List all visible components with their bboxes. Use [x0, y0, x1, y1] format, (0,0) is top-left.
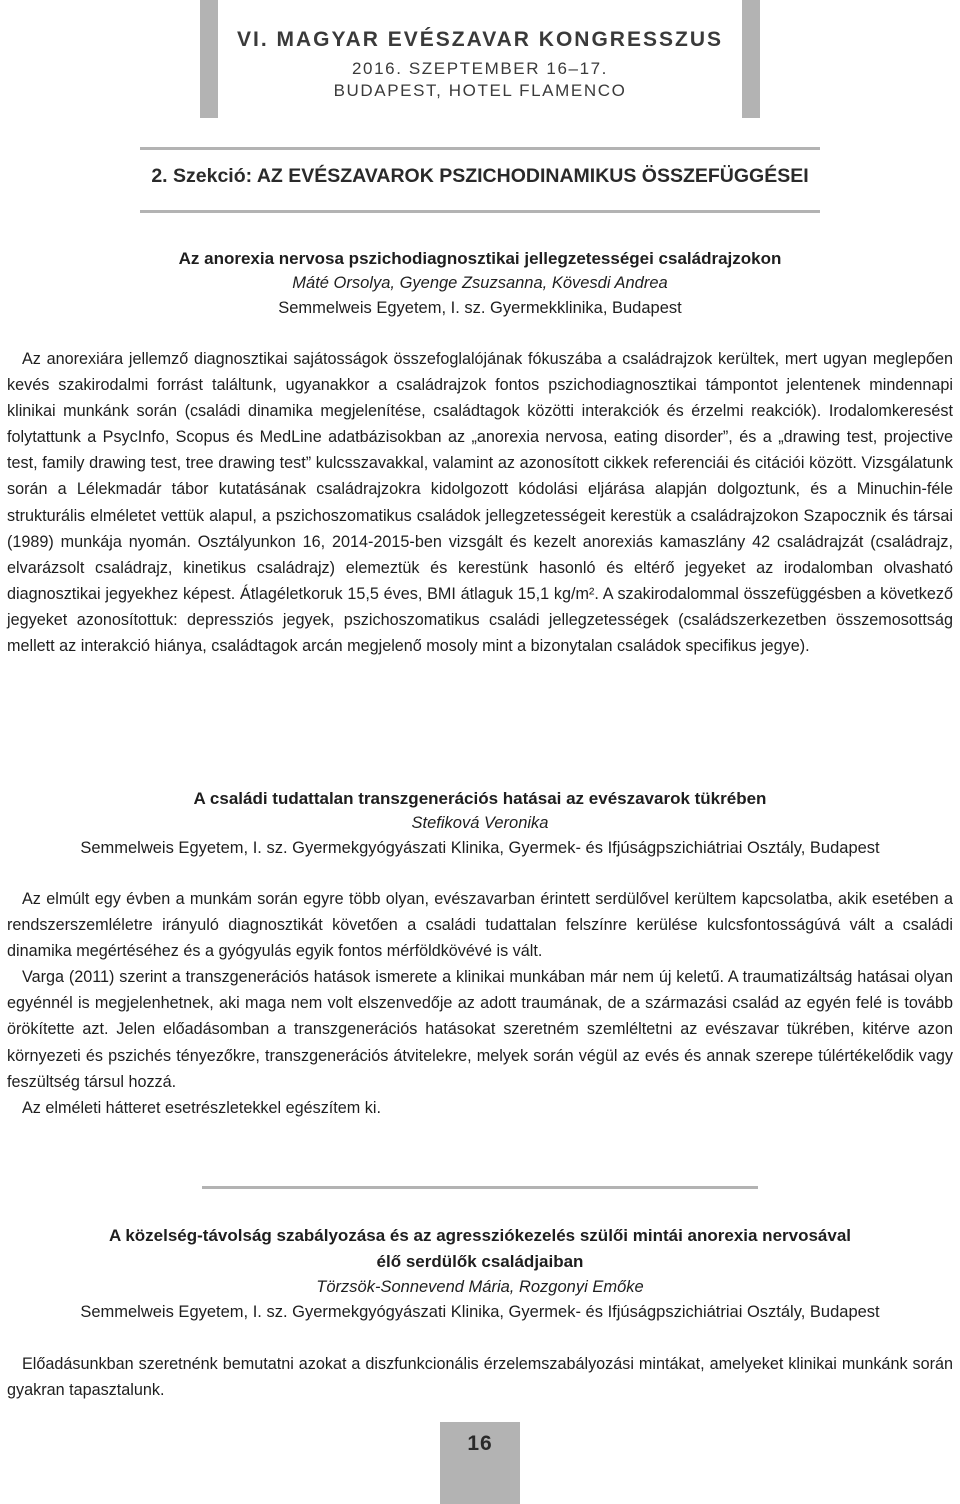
abstract-1-paragraph: Az anorexiára jellemző diagnosztikai sajátosságok összefoglalójának fókuszába a családrajzok kerültek, mert ugyan meglepően kevés szakirodalmi forrást találtunk, ugyanakkor a családrajzok fontos pszichodiagnosztikai támpontot jelentenek mindennapi klinikai munkánk során (családi dinamika megjelenítése, családtagok közötti interakciók és érzelmi reakciók). Irodalomkeresést folytattunk a PsycInfo, Scopus és MedLine adatbázisokban az „anorexia nervosa, eating disorder”, és a „drawing test, projective test, family drawing test, tree drawing test” kulcsszavakkal, valamint az azonosított cikkek referenciái és citációi között. Vizsgálatunk során a Lélekmadár tábor kutatásának családrajzokra kidolgozott kódolási eljárása alapján dolgoztunk, és a Minuchin-féle strukturális elméletet vettük alapul, a pszichoszomatikus családok jellegzetességeit kerestük a családrajzokon Szapocznik és társai (1989) munkája nyomán. Osztályunkon 16, 2014-2015-ben vizsgált és kezelt anorexiás kamaszlány 42 családrajzát (családrajz, elvarázsolt családrajz, kinetikus családrajz) elemeztük és kerestünk hasonló és eltérő jegyeket az irodalomban olvasható diagnosztikai jegyekhez képest. Átlagéletkoruk 15,5 éves, BMI átlaguk 15,1 kg/m². A szakirodalommal összefüggésben a következő jegyeket azonosítottuk: depressziós jegyek, pszichoszomatikus családi jellegzetességek (családszerkezetben összemosottság mellett az interakció hiánya, családtagok arcán megjelenő mosoly mint a bizonytalan családok specifikus jegye). [7, 350, 953, 656]
abstract-2-affiliation: Semmelweis Egyetem, I. sz. Gyermekgyógyászati Klinika, Gyermek- és Ifjúságpszichiátriai Osztály, Budapest [80, 839, 880, 857]
abstract-3-title-line-2: élő serdülők családjaiban [376, 1252, 584, 1271]
abstract-2-authors: Stefiková Veronika [411, 814, 549, 832]
abstract-3-title-line-1: A közelség-távolság szabályozása és az agressziókezelés szülői mintái anorexia nervosával [108, 1226, 852, 1245]
abstract-2-title: A családi tudattalan transzgenerációs hatásai az evészavarok tükrében [193, 789, 767, 808]
section-title: 2. Szekció: AZ EVÉSZAVAROK PSZICHODINAMIKUS ÖSSZEFÜGGÉSEI [151, 165, 809, 187]
abstract-3-authors: Törzsök-Sonnevend Mária, Rozgonyi Emőke [316, 1278, 644, 1296]
abstract-2-paragraph-3: Az elméleti hátteret esetrészletekkel egészítem ki. [22, 1098, 381, 1117]
abstract-1-title: Az anorexia nervosa pszichodiagnosztikai jellegzetességei családrajzokon [178, 249, 782, 268]
section-rule-top [140, 147, 820, 150]
abstract-separator [202, 1186, 758, 1189]
conference-venue: BUDAPEST, HOTEL FLAMENCO [333, 81, 627, 100]
abstract-1-body [7, 346, 953, 659]
abstract-3-affiliation: Semmelweis Egyetem, I. sz. Gyermekgyógyászati Klinika, Gyermek- és Ifjúságpszichiátriai Osztály, Budapest [80, 1303, 880, 1321]
abstract-3-paragraph: Előadásunkban szeretnénk bemutatni azokat a diszfunkcionális érzelemszabályozási mintákat, amelyeket klinikai munkánk során gyakran tapasztalunk. [7, 1355, 953, 1400]
abstract-2-body [7, 886, 953, 1121]
section-rule-bottom [140, 210, 820, 213]
header-bar-left [200, 0, 218, 118]
abstract-1-authors: Máté Orsolya, Gyenge Zsuzsanna, Kövesdi Andrea [292, 274, 668, 292]
abstract-3-body [7, 1351, 953, 1403]
page-number: 16 [467, 1432, 493, 1455]
header-bar-right [742, 0, 760, 118]
abstract-2-paragraph-1: Az elmúlt egy évben a munkám során egyre több olyan, evészavarban érintett serdülővel kerültem kapcsolatba, akik esetében a rendszerszemléletre irányuló diagnosztikát követően a családi tudattalan felszínre kerülése kulcsfontosságúvá vált a családi dinamika megértéséhez és a gyógyulás egyik fontos mérföldkövévé is vált. [7, 890, 953, 961]
conference-title: VI. MAGYAR EVÉSZAVAR KONGRESSZUS [236, 28, 723, 51]
abstract-1-affiliation: Semmelweis Egyetem, I. sz. Gyermekklinika, Budapest [278, 299, 682, 317]
abstract-2-paragraph-2: Varga (2011) szerint a transzgenerációs hatások ismerete a klinikai munkában már nem új keletű. A traumatizáltság hatásai olyan egyénnél is megjelenhetnek, aki maga nem volt elszenvedője az adott traumának, de a származási család az egyén felé is tovább örökítette azt. Jelen előadásomban a transzgenerációs hatásokat szeretném szemléltetni az evészavar tükrében, kitérve azon környezeti és pszichés tényezőkre, transzgenerációs átvitelekre, melyek során végül az evés és annak szerepe túlértékelődik vagy feszültség társul hozzá. [7, 968, 953, 1091]
conference-date: 2016. SZEPTEMBER 16–17. [351, 59, 609, 78]
